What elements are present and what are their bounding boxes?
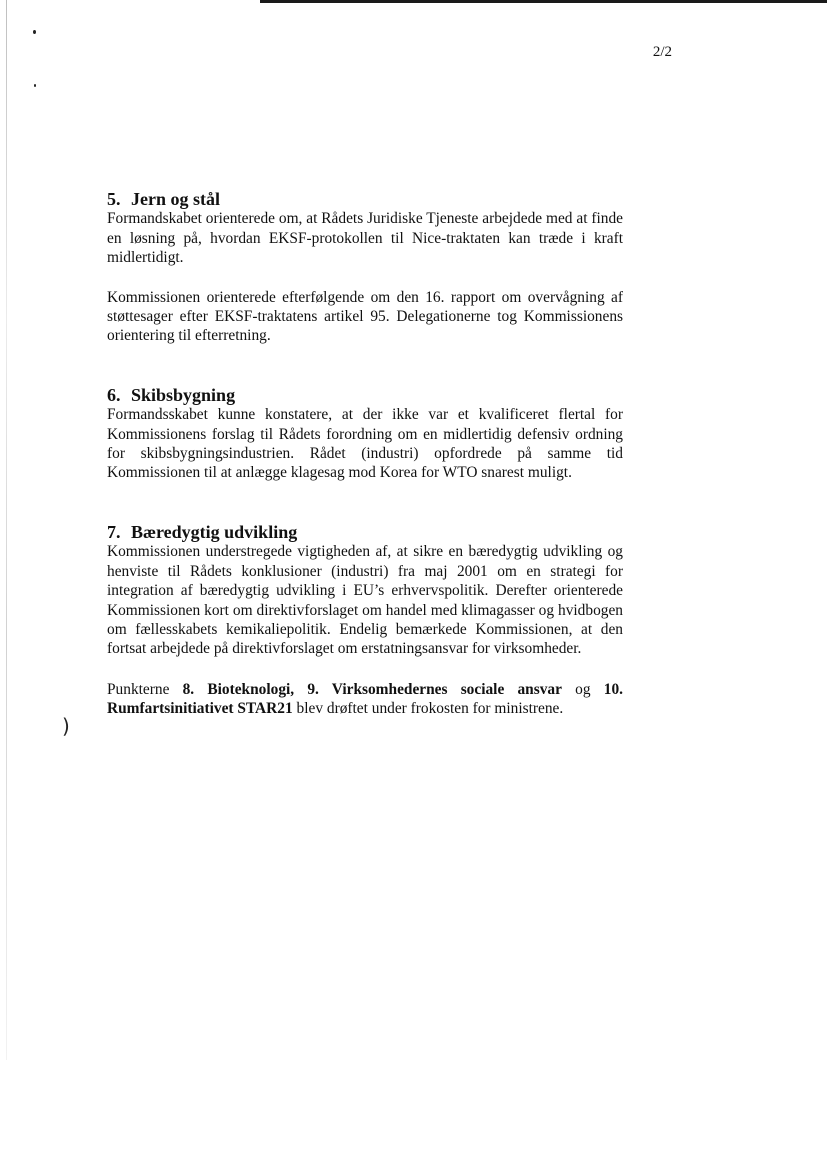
section-heading	[107, 386, 623, 405]
section-number: 6.	[107, 384, 121, 405]
section-title: Skibsbygning	[131, 384, 236, 405]
closing-joiner: og	[575, 680, 591, 698]
section-jern-og-staal	[107, 190, 623, 346]
closing-item-1: 8. Bioteknologi, 9. Virksomhedernes sociale ansvar	[182, 680, 562, 698]
section-paragraph: Kommissionen orienterede efterfølgende om den 16. rapport om overvågning af støttesager efter EKSF-traktatens artikel 95. Delegationerne tog Kommissionens orientering til efterretning.	[107, 288, 623, 345]
section-skibsbygning	[107, 386, 623, 483]
section-paragraph: Formandskabet orienterede om, at Rådets Juridiske Tjeneste arbejdede med at finde en løsning på, hvordan EKSF-protokollen til Nice-traktaten kan træde i kraft midlertidigt.	[107, 210, 623, 267]
closing-item-2: 10. Rumfartsinitiativet STAR21	[107, 680, 623, 718]
section-baeredygtig-udvikling	[107, 523, 623, 659]
margin-bracket-mark: )	[62, 714, 70, 738]
page-number: 2/2	[652, 44, 672, 60]
scan-top-border	[260, 0, 827, 3]
section-number: 5.	[107, 189, 121, 209]
closing-tail: blev drøftet under frokosten for ministrene.	[296, 700, 564, 718]
scan-speck	[34, 84, 36, 87]
document-body	[107, 190, 623, 719]
section-heading	[107, 190, 623, 209]
closing-paragraph	[107, 680, 623, 719]
section-paragraph: Kommissionen understregede vigtigheden af, at sikre en bæredygtig udvikling og henviste til Rådets konklusioner (industri) fra maj 2001 om en strategi for integration af bæredygtig udvikling i EU’s erhvervspolitik. Derefter orienterede Kommissionen kort om direktivforslaget om handel med klimagasser og hvidbogen om fællesskabets kemikaliepolitik. Endelig bemærkede Kommissionen, at den fortsat arbejdede på direktivforslaget om erstatningsansvar for virksomheder.	[107, 543, 623, 658]
section-paragraph: Formandsskabet kunne konstatere, at der ikke var et kvalificeret flertal for Kommissionens forslag til Rådets forordning om en midlertidig defensiv ordning for skibsbygningsindustrien. Rådet (industri) opfordrede på samme tid Kommissionen til at anlægge klagesag mod Korea for WTO snarest muligt.	[107, 406, 623, 482]
section-title: Jern og stål	[131, 189, 220, 209]
closing-lead: Punkterne	[107, 680, 170, 698]
scan-left-edge	[6, 0, 7, 1060]
scan-speck	[33, 30, 36, 34]
section-number: 7.	[107, 521, 121, 542]
section-heading	[107, 523, 623, 542]
section-title: Bæredygtig udvikling	[131, 521, 298, 542]
